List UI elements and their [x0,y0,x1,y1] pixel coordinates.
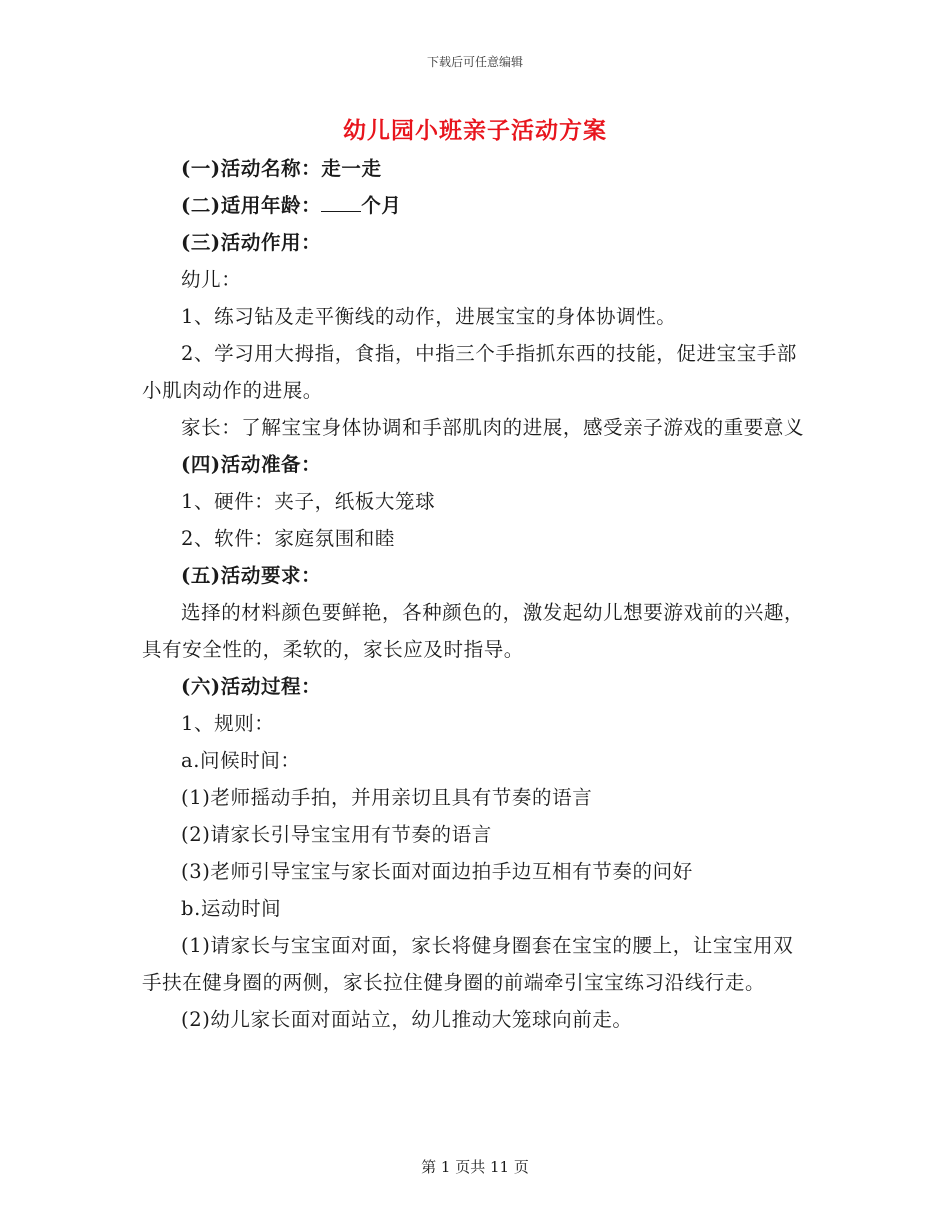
purpose-parent: 家长：了解宝宝身体协调和手部肌肉的进展，感受亲子游戏的重要意义 [181,416,805,439]
sport-item-1: (1)请家长与宝宝面对面，家长将健身圈套在宝宝的腰上，让宝宝用双手扶在健身圈的两侧，家长拉住健身圈的前端牵引宝宝练习沿线行走。 [142,934,794,994]
requirements-text: 选择的材料颜色要鲜艳，各种颜色的，激发起幼儿想要游戏前的兴趣，具有安全性的，柔软的，家长应及时指导。 [142,601,805,661]
greeting-item-3: (3)老师引导宝宝与家长面对面边拍手边互相有节奏的问好 [181,860,693,883]
age-blank [321,191,361,212]
header-note: 下载后可任意编辑 [426,55,523,69]
purpose-child-item-2: 2、学习用大拇指，食指，中指三个手指抓东西的技能，促进宝宝手部小肌肉动作的进展。 [142,342,798,402]
sport-item-2: (2)幼儿家长面对面站立，幼儿推动大笼球向前走。 [181,1008,633,1031]
age-line [142,187,810,224]
greeting-label: a.问候时间： [181,749,301,772]
greeting-item-1: (1)老师摇动手拍，并用亲切且具有节奏的语言 [181,786,593,809]
document-title: 幼儿园小班亲子活动方案 [343,117,607,144]
process-heading: (六)活动过程： [181,675,322,698]
requirements-heading: (五)活动要求： [181,564,322,587]
rules-label: 1、规则： [181,712,275,735]
activity-name-value: 走一走 [321,157,382,180]
purpose-child-label: 幼儿： [181,268,242,291]
prep-item-1: 1、硬件：夹子，纸板大笼球 [181,490,436,513]
age-suffix: 个月 [361,194,402,217]
activity-name-label: (一)活动名称： [181,157,322,180]
purpose-heading: (三)活动作用： [181,231,322,254]
sport-label: b.运动时间 [181,897,282,920]
prep-heading: (四)活动准备： [181,453,322,476]
purpose-child-item-1: 1、练习钻及走平衡线的动作，进展宝宝的身体协调性。 [181,305,677,328]
document-body [142,150,810,1038]
age-label: (二)适用年龄： [181,194,322,217]
page-footer: 第 1 页共 11 页 [421,1158,529,1176]
prep-item-2: 2、软件：家庭氛围和睦 [181,527,396,550]
greeting-item-2: (2)请家长引导宝宝用有节奏的语言 [181,823,492,846]
activity-name-line [142,150,810,187]
